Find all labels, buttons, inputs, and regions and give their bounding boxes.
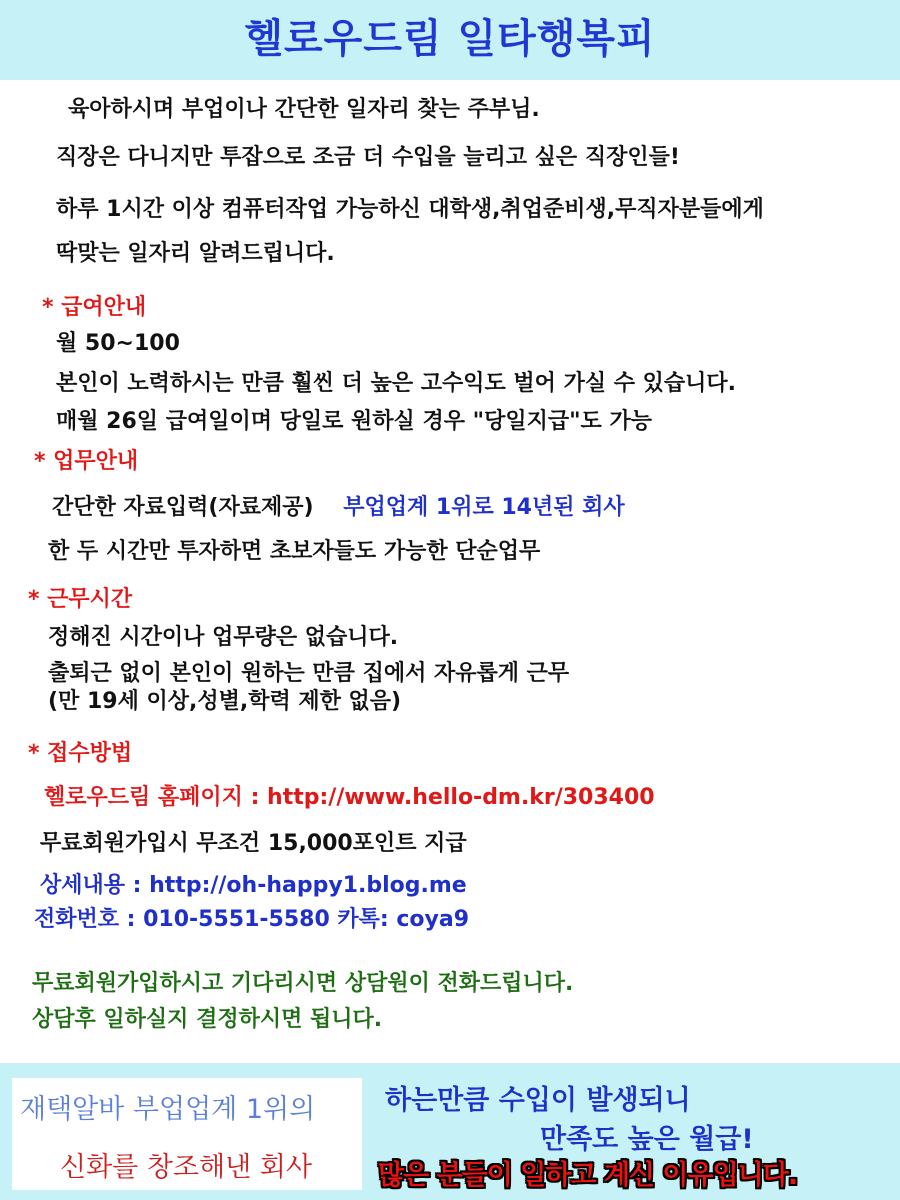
hours-heading: * 근무시간 bbox=[28, 587, 133, 612]
work-task-text: 간단한 자료입력(자료제공) bbox=[52, 495, 314, 520]
hours-line-1: 정해진 시간이나 업무량은 없습니다. bbox=[48, 625, 399, 650]
work-heading: * 업무안내 bbox=[34, 449, 139, 474]
intro-line-4: 딱맞는 일자리 알려드립니다. bbox=[56, 241, 335, 266]
homepage-link[interactable]: 헬로우드림 홈페이지 : http://www.hello-dm.kr/303400 bbox=[44, 785, 655, 810]
apply-heading: * 접수방법 bbox=[28, 741, 133, 766]
slogan-line-1: 하는만큼 수입이 발생되니 bbox=[385, 1085, 691, 1116]
closing-line-1: 무료회원가입하시고 기다리시면 상담원이 전화드립니다. bbox=[32, 971, 574, 996]
work-line-2: 한 두 시간만 투자하면 초보자들도 가능한 단순업무 bbox=[48, 539, 541, 564]
work-line-1 bbox=[52, 490, 625, 521]
salary-heading: * 급여안내 bbox=[42, 295, 147, 320]
page-title: 헬로우드림 일타행복피 bbox=[244, 16, 656, 62]
signup-bonus-text: 무료회원가입시 무조건 15,000포인트 지급 bbox=[40, 831, 467, 856]
salary-line-1: 월 50~100 bbox=[56, 331, 180, 356]
salary-line-3: 매월 26일 급여일이며 당일로 원하실 경우 "당일지급"도 가능 bbox=[56, 409, 652, 434]
title-banner bbox=[0, 0, 900, 80]
hours-line-2: 출퇴근 없이 본인이 원하는 만큼 집에서 자유롭게 근무 bbox=[48, 661, 570, 686]
hours-line-3: (만 19세 이상,성별,학력 제한 없음) bbox=[48, 689, 402, 714]
logo-line-2: 신화를 창조해낸 회사 bbox=[60, 1152, 312, 1183]
closing-line-2: 상담후 일하실지 결정하시면 됩니다. bbox=[32, 1007, 383, 1032]
work-highlight-text: 부업업계 1위로 14년된 회사 bbox=[343, 495, 625, 520]
slogan-line-3: 많은 분들이 일하고 계신 이유입니다. bbox=[378, 1160, 798, 1191]
intro-line-1: 육아하시며 부업이나 간단한 일자리 찾는 주부님. bbox=[68, 97, 540, 122]
salary-line-2: 본인이 노력하시는 만큼 훨씬 더 높은 고수익도 벌어 가실 수 있습니다. bbox=[56, 371, 737, 396]
intro-line-3: 하루 1시간 이상 컴퓨터작업 가능하신 대학생,취업준비생,무직자분들에게 bbox=[56, 197, 764, 222]
slogan-line-2: 만족도 높은 월급! bbox=[540, 1124, 754, 1155]
logo-line-1: 재택알바 부업업계 1위의 bbox=[20, 1094, 316, 1125]
contact-info: 전화번호 : 010-5551-5580 카톡: coya9 bbox=[34, 907, 470, 932]
intro-line-2: 직장은 다니지만 투잡으로 조금 더 수입을 늘리고 싶은 직장인들! bbox=[56, 145, 680, 170]
blog-link[interactable]: 상세내용 : http://oh-happy1.blog.me bbox=[40, 873, 467, 898]
